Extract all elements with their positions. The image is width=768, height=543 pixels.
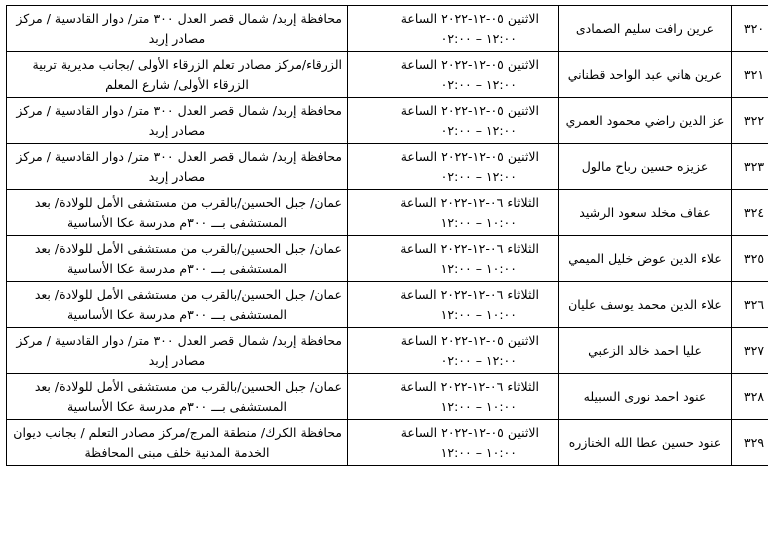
exam-location-line-1: محافظة الكرك/ منطقة المرج/مركز مصادر التعلم / بجانب ديوان [13,424,342,440]
exam-time: ١٢:٠٠ – ٠٢:٠٠ [440,30,517,46]
exam-location-line-2: المستشفى بـــ ٣٠٠م مدرسة عكا الأساسية [66,306,288,322]
row-number: ٣٢٠ [732,6,768,52]
row-number: ٣٢٣ [732,144,768,190]
exam-location-cell [7,144,348,190]
exam-datetime-cell [348,328,559,374]
exam-time: ١٠:٠٠ – ١٢:٠٠ [440,214,517,230]
candidate-name: علاء الدين محمد يوسف عليان [559,282,732,328]
exam-time: ١٢:٠٠ – ٠٢:٠٠ [440,168,517,184]
exam-location-line-2: مصادر إربد [148,352,206,368]
table-row [7,374,768,420]
exam-location-cell [7,190,348,236]
table-row [7,98,768,144]
table-row [7,236,768,282]
exam-location-line-1: محافظة إربد/ شمال قصر العدل ٣٠٠ متر/ دوار القادسية / مركز [16,148,342,164]
exam-location-cell [7,98,348,144]
exam-date: الاثنين ٠٥-١٢-٢٠٢٢ الساعة [400,10,539,26]
row-number: ٣٢٩ [732,420,768,466]
exam-datetime-cell [348,190,559,236]
exam-location-line-1: عمان/ جبل الحسين/بالقرب من مستشفى الأمل للولادة/ بعد [34,378,342,394]
exam-datetime-cell [348,144,559,190]
row-number: ٣٢٢ [732,98,768,144]
exam-location-line-1: عمان/ جبل الحسين/بالقرب من مستشفى الأمل للولادة/ بعد [34,194,342,210]
candidate-name: علاء الدين عوض خليل الميمي [559,236,732,282]
exam-time: ١٠:٠٠ – ١٢:٠٠ [440,260,517,276]
candidate-name: عرين هاني عبد الواحد قطناني [559,52,732,98]
exam-location-line-1: الزرقاء/مركز مصادر تعلم الزرقاء الأولى /بجانب مديرية تربية [32,56,342,72]
exam-date: الاثنين ٠٥-١٢-٢٠٢٢ الساعة [400,424,539,440]
candidate-name: عرين رافت سليم الصمادى [559,6,732,52]
exam-datetime-cell [348,374,559,420]
exam-location-line-1: عمان/ جبل الحسين/بالقرب من مستشفى الأمل للولادة/ بعد [34,286,342,302]
candidate-name: عفاف مخلد سعود الرشيد [559,190,732,236]
exam-time: ١٢:٠٠ – ٠٢:٠٠ [440,122,517,138]
schedule-table-body [7,6,768,466]
exam-location-line-2: المستشفى بـــ ٣٠٠م مدرسة عكا الأساسية [66,260,288,276]
exam-time: ١٢:٠٠ – ٠٢:٠٠ [440,352,517,368]
exam-location-cell [7,420,348,466]
exam-datetime-cell [348,420,559,466]
exam-location-cell [7,374,348,420]
exam-location-line-1: محافظة إربد/ شمال قصر العدل ٣٠٠ متر/ دوار القادسية / مركز [16,332,342,348]
exam-location-line-2: مصادر إربد [148,168,206,184]
exam-location-line-2: المستشفى بـــ ٣٠٠م مدرسة عكا الأساسية [66,398,288,414]
candidate-name: عليا احمد خالد الزعبي [559,328,732,374]
row-number: ٣٢٨ [732,374,768,420]
exam-location-line-1: محافظة إربد/ شمال قصر العدل ٣٠٠ متر/ دوار القادسية / مركز [16,102,342,118]
exam-date: الاثنين ٠٥-١٢-٢٠٢٢ الساعة [400,148,539,164]
table-row [7,328,768,374]
exam-date: الثلاثاء ٠٦-١٢-٢٠٢٢ الساعة [400,194,539,210]
exam-location-cell [7,328,348,374]
table-row [7,420,768,466]
row-number: ٣٢٧ [732,328,768,374]
exam-time: ١٠:٠٠ – ١٢:٠٠ [440,444,517,460]
table-row [7,52,768,98]
exam-datetime-cell [348,282,559,328]
exam-datetime-cell [348,98,559,144]
candidate-name: عنود حسين عطا الله الخنازره [559,420,732,466]
candidate-name: عزيزه حسين رباح مالول [559,144,732,190]
row-number: ٣٢٥ [732,236,768,282]
table-row [7,144,768,190]
schedule-table [6,5,768,466]
exam-location-cell [7,52,348,98]
exam-time: ١٠:٠٠ – ١٢:٠٠ [440,306,517,322]
candidate-name: عز الدين راضي محمود العمري [559,98,732,144]
exam-datetime-cell [348,52,559,98]
exam-location-line-2: مصادر إربد [148,122,206,138]
exam-datetime-cell [348,6,559,52]
exam-location-line-2: الخدمة المدنية خلف مبنى المحافظة [84,444,270,460]
exam-datetime-cell [348,236,559,282]
row-number: ٣٢٦ [732,282,768,328]
exam-location-cell [7,282,348,328]
exam-location-line-2: الزرقاء الأولى/ شارع المعلم [105,76,249,92]
row-number: ٣٢٤ [732,190,768,236]
exam-location-line-1: محافظة إربد/ شمال قصر العدل ٣٠٠ متر/ دوار القادسية / مركز [16,10,342,26]
exam-date: الثلاثاء ٠٦-١٢-٢٠٢٢ الساعة [400,378,539,394]
table-row [7,6,768,52]
exam-date: الاثنين ٠٥-١٢-٢٠٢٢ الساعة [400,332,539,348]
exam-location-cell [7,236,348,282]
exam-location-line-1: عمان/ جبل الحسين/بالقرب من مستشفى الأمل للولادة/ بعد [34,240,342,256]
exam-date: الثلاثاء ٠٦-١٢-٢٠٢٢ الساعة [400,240,539,256]
exam-date: الثلاثاء ٠٦-١٢-٢٠٢٢ الساعة [400,286,539,302]
exam-time: ١٠:٠٠ – ١٢:٠٠ [440,398,517,414]
exam-date: الاثنين ٠٥-١٢-٢٠٢٢ الساعة [400,102,539,118]
table-row [7,190,768,236]
candidate-name: عنود احمد نورى السبيله [559,374,732,420]
exam-location-line-2: المستشفى بـــ ٣٠٠م مدرسة عكا الأساسية [66,214,288,230]
exam-date: الاثنين ٠٥-١٢-٢٠٢٢ الساعة [400,56,539,72]
table-row [7,282,768,328]
exam-location-cell [7,6,348,52]
exam-location-line-2: مصادر إربد [148,30,206,46]
exam-time: ١٢:٠٠ – ٠٢:٠٠ [440,76,517,92]
row-number: ٣٢١ [732,52,768,98]
